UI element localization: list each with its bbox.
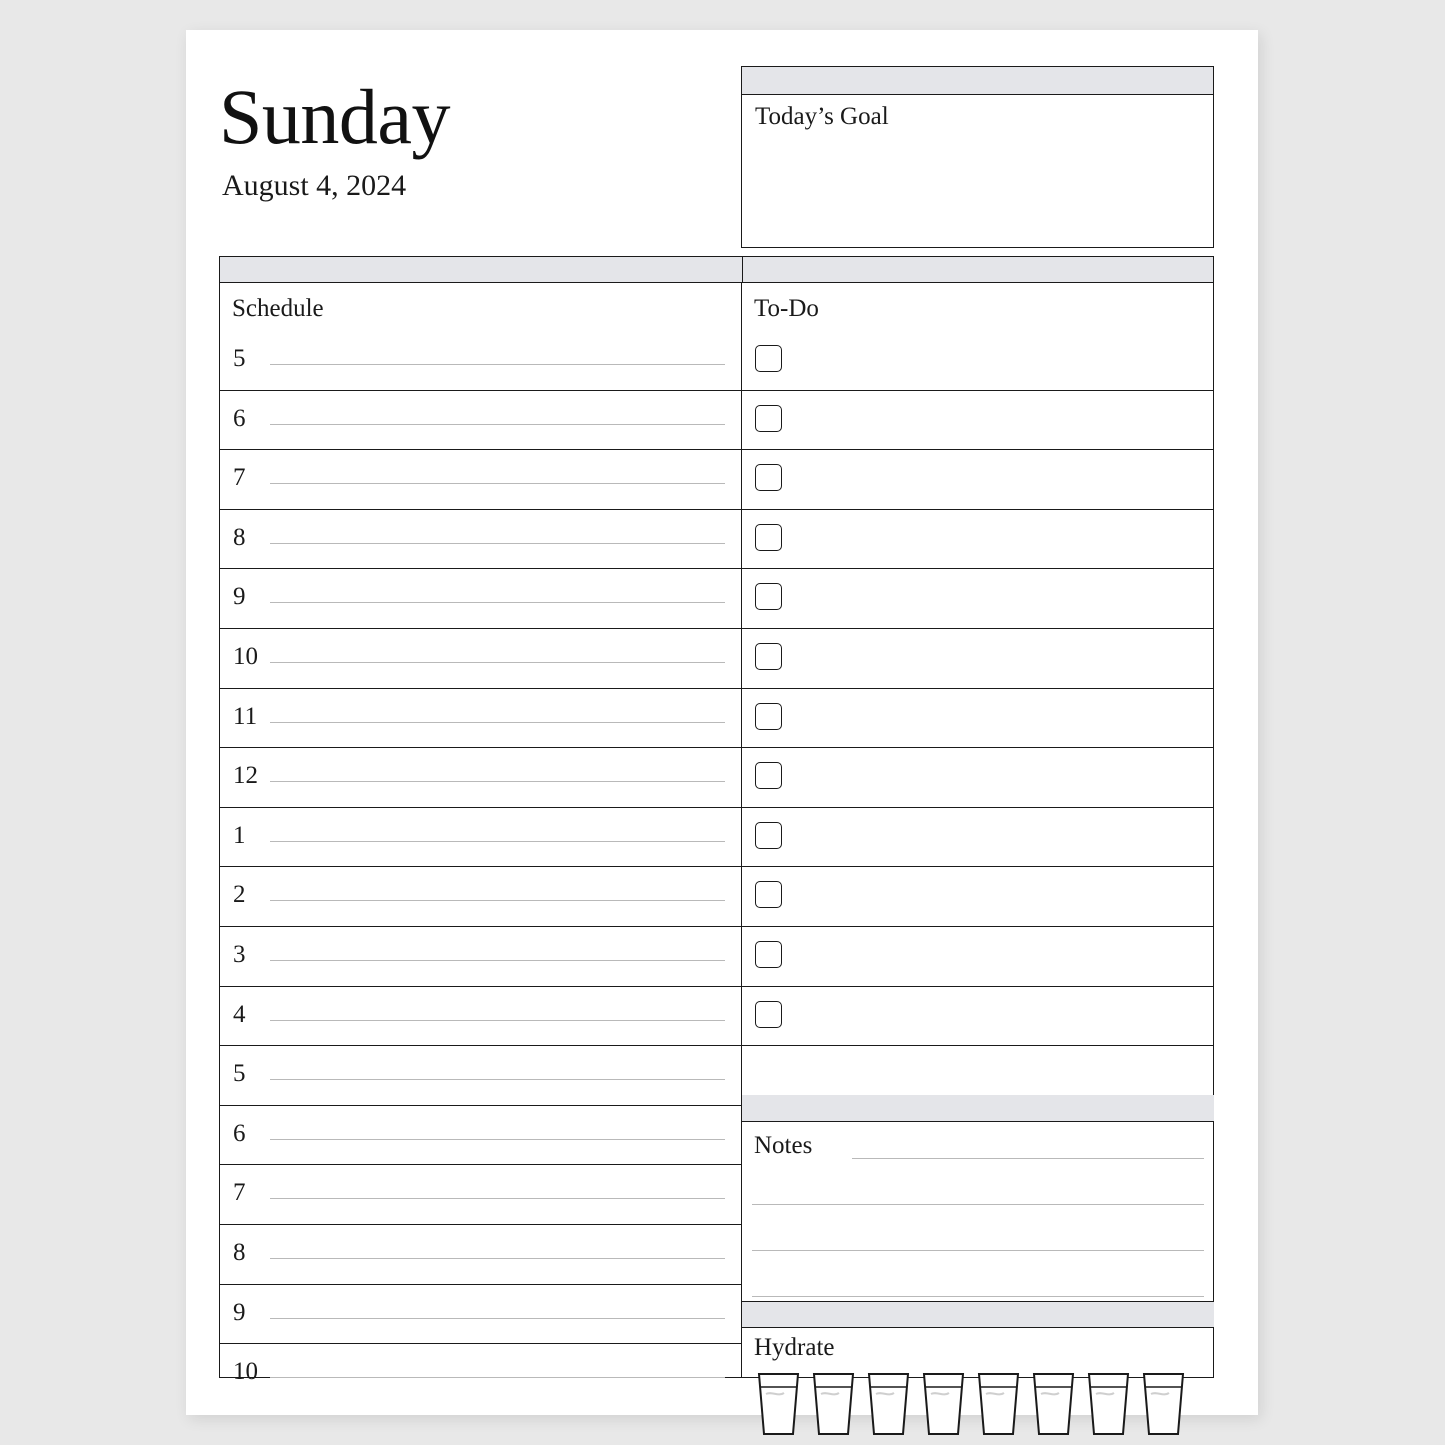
checkbox-icon[interactable] xyxy=(755,464,782,491)
schedule-row[interactable] xyxy=(220,1046,741,1106)
schedule-write-line[interactable] xyxy=(270,483,725,484)
schedule-write-line[interactable] xyxy=(270,1020,725,1021)
todo-row[interactable] xyxy=(742,569,1214,629)
checkbox-icon[interactable] xyxy=(755,941,782,968)
schedule-row[interactable] xyxy=(220,331,741,391)
planner-sheet xyxy=(186,30,1258,1415)
schedule-write-line[interactable] xyxy=(270,781,725,782)
todo-row[interactable] xyxy=(742,450,1214,510)
todays-goal-box[interactable] xyxy=(741,66,1214,248)
todo-row[interactable] xyxy=(742,867,1214,927)
schedule-hour: 8 xyxy=(233,523,246,551)
hydrate-box xyxy=(742,1328,1214,1377)
schedule-hour: 9 xyxy=(233,583,246,611)
hydrate-glasses xyxy=(754,1370,1204,1440)
glass-icon[interactable] xyxy=(1139,1370,1188,1438)
schedule-row[interactable] xyxy=(220,808,741,868)
notes-header-band xyxy=(742,1095,1214,1122)
checkbox-icon[interactable] xyxy=(755,1001,782,1028)
schedule-column xyxy=(220,283,741,1386)
planner-layout xyxy=(219,66,1214,1386)
schedule-row[interactable] xyxy=(220,1225,741,1285)
schedule-row[interactable] xyxy=(220,510,741,570)
schedule-write-line[interactable] xyxy=(270,841,725,842)
checkbox-icon[interactable] xyxy=(755,345,782,372)
schedule-write-line[interactable] xyxy=(270,1079,725,1080)
schedule-write-line[interactable] xyxy=(270,1198,725,1199)
glass-icon[interactable] xyxy=(754,1370,803,1438)
schedule-hour: 11 xyxy=(233,702,258,730)
schedule-write-line[interactable] xyxy=(270,662,725,663)
todo-row[interactable] xyxy=(742,391,1214,451)
schedule-write-line[interactable] xyxy=(270,1377,725,1378)
schedule-hour: 6 xyxy=(233,404,246,432)
checkbox-icon[interactable] xyxy=(755,524,782,551)
glass-icon[interactable] xyxy=(919,1370,968,1438)
schedule-write-line[interactable] xyxy=(270,1258,725,1259)
checkbox-icon[interactable] xyxy=(755,703,782,730)
schedule-row[interactable] xyxy=(220,1344,741,1404)
checkbox-icon[interactable] xyxy=(755,405,782,432)
todays-goal-header-band xyxy=(742,67,1213,95)
checkbox-icon[interactable] xyxy=(755,822,782,849)
schedule-row[interactable] xyxy=(220,867,741,927)
schedule-hour: 5 xyxy=(233,1060,246,1088)
schedule-hour: 4 xyxy=(233,1000,246,1028)
schedule-hour: 12 xyxy=(233,762,258,790)
todays-goal-label: Today’s Goal xyxy=(755,103,889,130)
todo-row[interactable] xyxy=(742,331,1214,391)
schedule-row[interactable] xyxy=(220,1165,741,1225)
schedule-hour: 5 xyxy=(233,345,246,372)
hydrate-header-band xyxy=(742,1301,1214,1328)
schedule-write-line[interactable] xyxy=(270,900,725,901)
schedule-write-line[interactable] xyxy=(270,722,725,723)
todo-row[interactable] xyxy=(742,808,1214,868)
schedule-write-line[interactable] xyxy=(270,602,725,603)
notes-box[interactable] xyxy=(742,1122,1214,1301)
band-divider xyxy=(742,257,743,283)
glass-icon[interactable] xyxy=(1084,1370,1133,1438)
checkbox-icon[interactable] xyxy=(755,643,782,670)
section-header-band xyxy=(219,256,1214,283)
schedule-hour: 2 xyxy=(233,881,246,909)
schedule-row[interactable] xyxy=(220,1106,741,1166)
glass-icon[interactable] xyxy=(864,1370,913,1438)
schedule-write-line[interactable] xyxy=(270,543,725,544)
schedule-write-line[interactable] xyxy=(270,1318,725,1319)
glass-icon[interactable] xyxy=(809,1370,858,1438)
todo-row[interactable] xyxy=(742,927,1214,987)
schedule-row[interactable] xyxy=(220,569,741,629)
todo-row[interactable] xyxy=(742,510,1214,570)
schedule-hour: 10 xyxy=(233,1358,258,1386)
page-date: August 4, 2024 xyxy=(222,169,407,202)
schedule-row[interactable] xyxy=(220,689,741,749)
notes-write-line[interactable] xyxy=(752,1204,1204,1205)
notes-write-line[interactable] xyxy=(752,1296,1204,1297)
glass-icon[interactable] xyxy=(974,1370,1023,1438)
notes-write-line[interactable] xyxy=(752,1250,1204,1251)
todo-row[interactable] xyxy=(742,987,1214,1047)
schedule-row[interactable] xyxy=(220,987,741,1047)
schedule-rows xyxy=(220,331,741,1404)
schedule-row[interactable] xyxy=(220,927,741,987)
hydrate-label: Hydrate xyxy=(754,1334,835,1361)
glass-icon[interactable] xyxy=(1029,1370,1078,1438)
notes-label: Notes xyxy=(754,1132,813,1159)
checkbox-icon[interactable] xyxy=(755,583,782,610)
todo-row[interactable] xyxy=(742,629,1214,689)
checkbox-icon[interactable] xyxy=(755,762,782,789)
schedule-write-line[interactable] xyxy=(270,364,725,365)
schedule-write-line[interactable] xyxy=(270,960,725,961)
schedule-row[interactable] xyxy=(220,748,741,808)
schedule-hour: 7 xyxy=(233,1179,246,1207)
page-title: Sunday xyxy=(219,73,450,160)
schedule-row[interactable] xyxy=(220,629,741,689)
todo-row[interactable] xyxy=(742,748,1214,808)
schedule-hour: 1 xyxy=(233,821,246,849)
schedule-hour: 9 xyxy=(233,1298,246,1326)
todo-rows xyxy=(742,331,1214,1046)
schedule-hour: 6 xyxy=(233,1119,246,1147)
schedule-hour: 3 xyxy=(233,940,246,968)
notes-write-line[interactable] xyxy=(852,1158,1204,1159)
schedule-hour: 8 xyxy=(233,1238,246,1266)
title-block xyxy=(219,73,739,204)
header-row xyxy=(219,66,1214,246)
schedule-hour: 7 xyxy=(233,464,246,492)
schedule-label: Schedule xyxy=(232,295,324,322)
todo-row[interactable] xyxy=(742,689,1214,749)
checkbox-icon[interactable] xyxy=(755,881,782,908)
schedule-write-line[interactable] xyxy=(270,1139,725,1140)
schedule-row[interactable] xyxy=(220,450,741,510)
right-column xyxy=(742,283,1214,1377)
todo-label: To-Do xyxy=(754,295,819,322)
schedule-row[interactable] xyxy=(220,1285,741,1345)
main-grid xyxy=(219,282,1214,1386)
schedule-hour: 10 xyxy=(233,642,258,670)
schedule-row[interactable] xyxy=(220,391,741,451)
schedule-write-line[interactable] xyxy=(270,424,725,425)
